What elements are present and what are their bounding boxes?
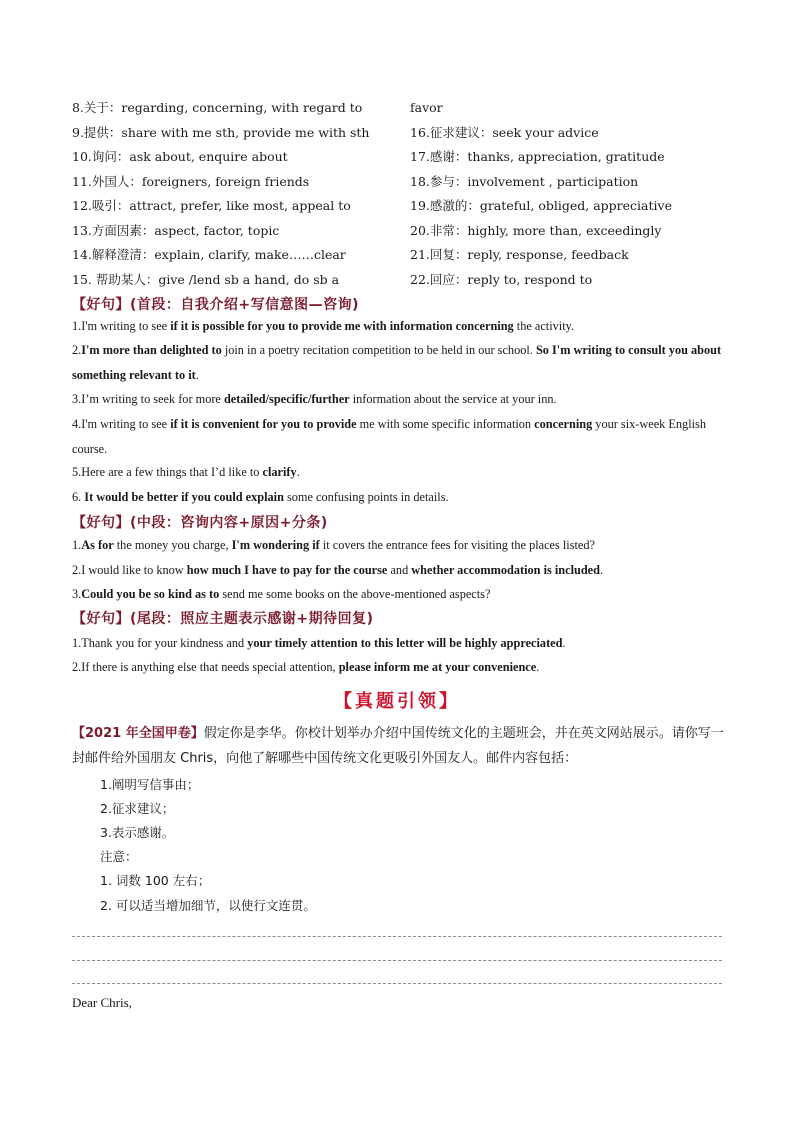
section-heading: 【好句】(尾段：照应主题表示感谢+期待回复) [72,611,374,627]
vocab-item: 19.感激的：grateful, obliged, appreciative [410,198,672,213]
sentence: 3.I’m writing to seek for more detailed/specific/further information about the service at your inn. [72,392,557,406]
requirement-item: 3.表示感谢。 [100,825,175,840]
vocab-row [72,172,732,197]
vocab-item: 17.感谢：thanks, appreciation, gratitude [410,149,665,164]
section-heading: 【好句】(首段：自我介绍+写信意图—咨询) [72,297,360,313]
vocabulary-list [72,98,732,294]
sentence: 2.I would like to know how much I have to pay for the course and whether accommodation is included. [72,563,604,577]
note-label: 注意： [100,849,138,864]
vocab-item: 13.方面因素：aspect, factor, topic [72,222,280,238]
vocab-row [72,221,732,246]
sentence: 5.Here are a few things that I’d like to clarify. [72,465,300,479]
sentence: 6. It would be better if you could explain some confusing points in details. [72,490,449,504]
vocab-item: 20.非常：highly, more than, exceedingly [410,222,662,238]
vocab-item: 15. 帮助某人：give /lend sb a hand, do sb a [72,271,340,287]
vocab-item: 10.询问：ask about, enquire about [72,149,288,164]
answer-line [72,960,722,961]
vocab-item: 16.征求建议：seek your advice [410,124,599,140]
sentence: 3.Could you be so kind as to send me some books on the above-mentioned aspects? [72,587,491,601]
vocab-row [72,147,732,172]
vocab-row [72,196,732,221]
vocab-item: 14.解释澄清：explain, clarify, make……clear [72,247,346,262]
requirement-item: 1.阐明写信事由； [100,777,200,792]
task-prompt [72,722,732,771]
vocab-row [72,98,732,123]
note-item: 1. 词数 100 左右； [100,873,211,888]
vocab-item: 18.参与：involvement , participation [410,173,639,189]
letter-greeting: Dear Chris, [72,995,132,1010]
vocab-item: 12.吸引：attract, prefer, like most, appeal to [72,198,351,213]
vocab-item: 8.关于：regarding, concerning, with regard to [72,100,363,115]
sentence: 2.I'm more than delighted to join in a poetry recitation competition to be held in our school. So I'm writing to consult you about something relevant to it. [72,343,722,382]
sentence: 1.As for the money you charge, I'm wondering if it covers the entrance fees for visiting the places listed? [72,538,595,552]
task-text: 假定你是李华。你校计划举办介绍中国传统文化的主题班会，并在英文网站展示。请你写一封邮件给外国朋友 Chris，向他了解哪些中国传统文化更吸引外国友人。邮件内容包括： [72,726,724,766]
vocab-item: 21.回复：reply, response, feedback [410,247,629,262]
vocab-item: 22.回应：reply to, respond to [410,271,593,287]
section-heading: 【好句】(中段：咨询内容+原因+分条) [72,515,328,531]
sentence: 4.I'm writing to see if it is convenient for you to provide me with some specific information concerning your six-week English course. [72,417,706,456]
sentence: 1.Thank you for your kindness and your timely attention to this letter will be highly appreciated. [72,636,566,650]
answer-line [72,936,722,937]
answer-line [72,983,722,984]
task-source: 【2021 年全国甲卷】 [72,726,204,741]
sentence: 1.I'm writing to see if it is possible for you to provide me with information concerning the activity. [72,319,575,333]
vocab-item: 9.提供：share with me sth, provide me with sth [72,124,370,140]
note-item: 2. 可以适当增加细节，以使行文连贯。 [100,898,316,913]
requirement-item: 2.征求建议； [100,801,175,816]
vocab-item: 11.外国人：foreigners, foreign friends [72,173,310,189]
vocab-row [72,270,732,295]
vocab-row [72,245,732,270]
vocab-item: favor [410,100,443,115]
vocab-row [72,123,732,148]
sentence: 2.If there is anything else that needs special attention, please inform me at your convenience. [72,660,540,674]
section-title: 【真题引领】 [334,691,460,712]
